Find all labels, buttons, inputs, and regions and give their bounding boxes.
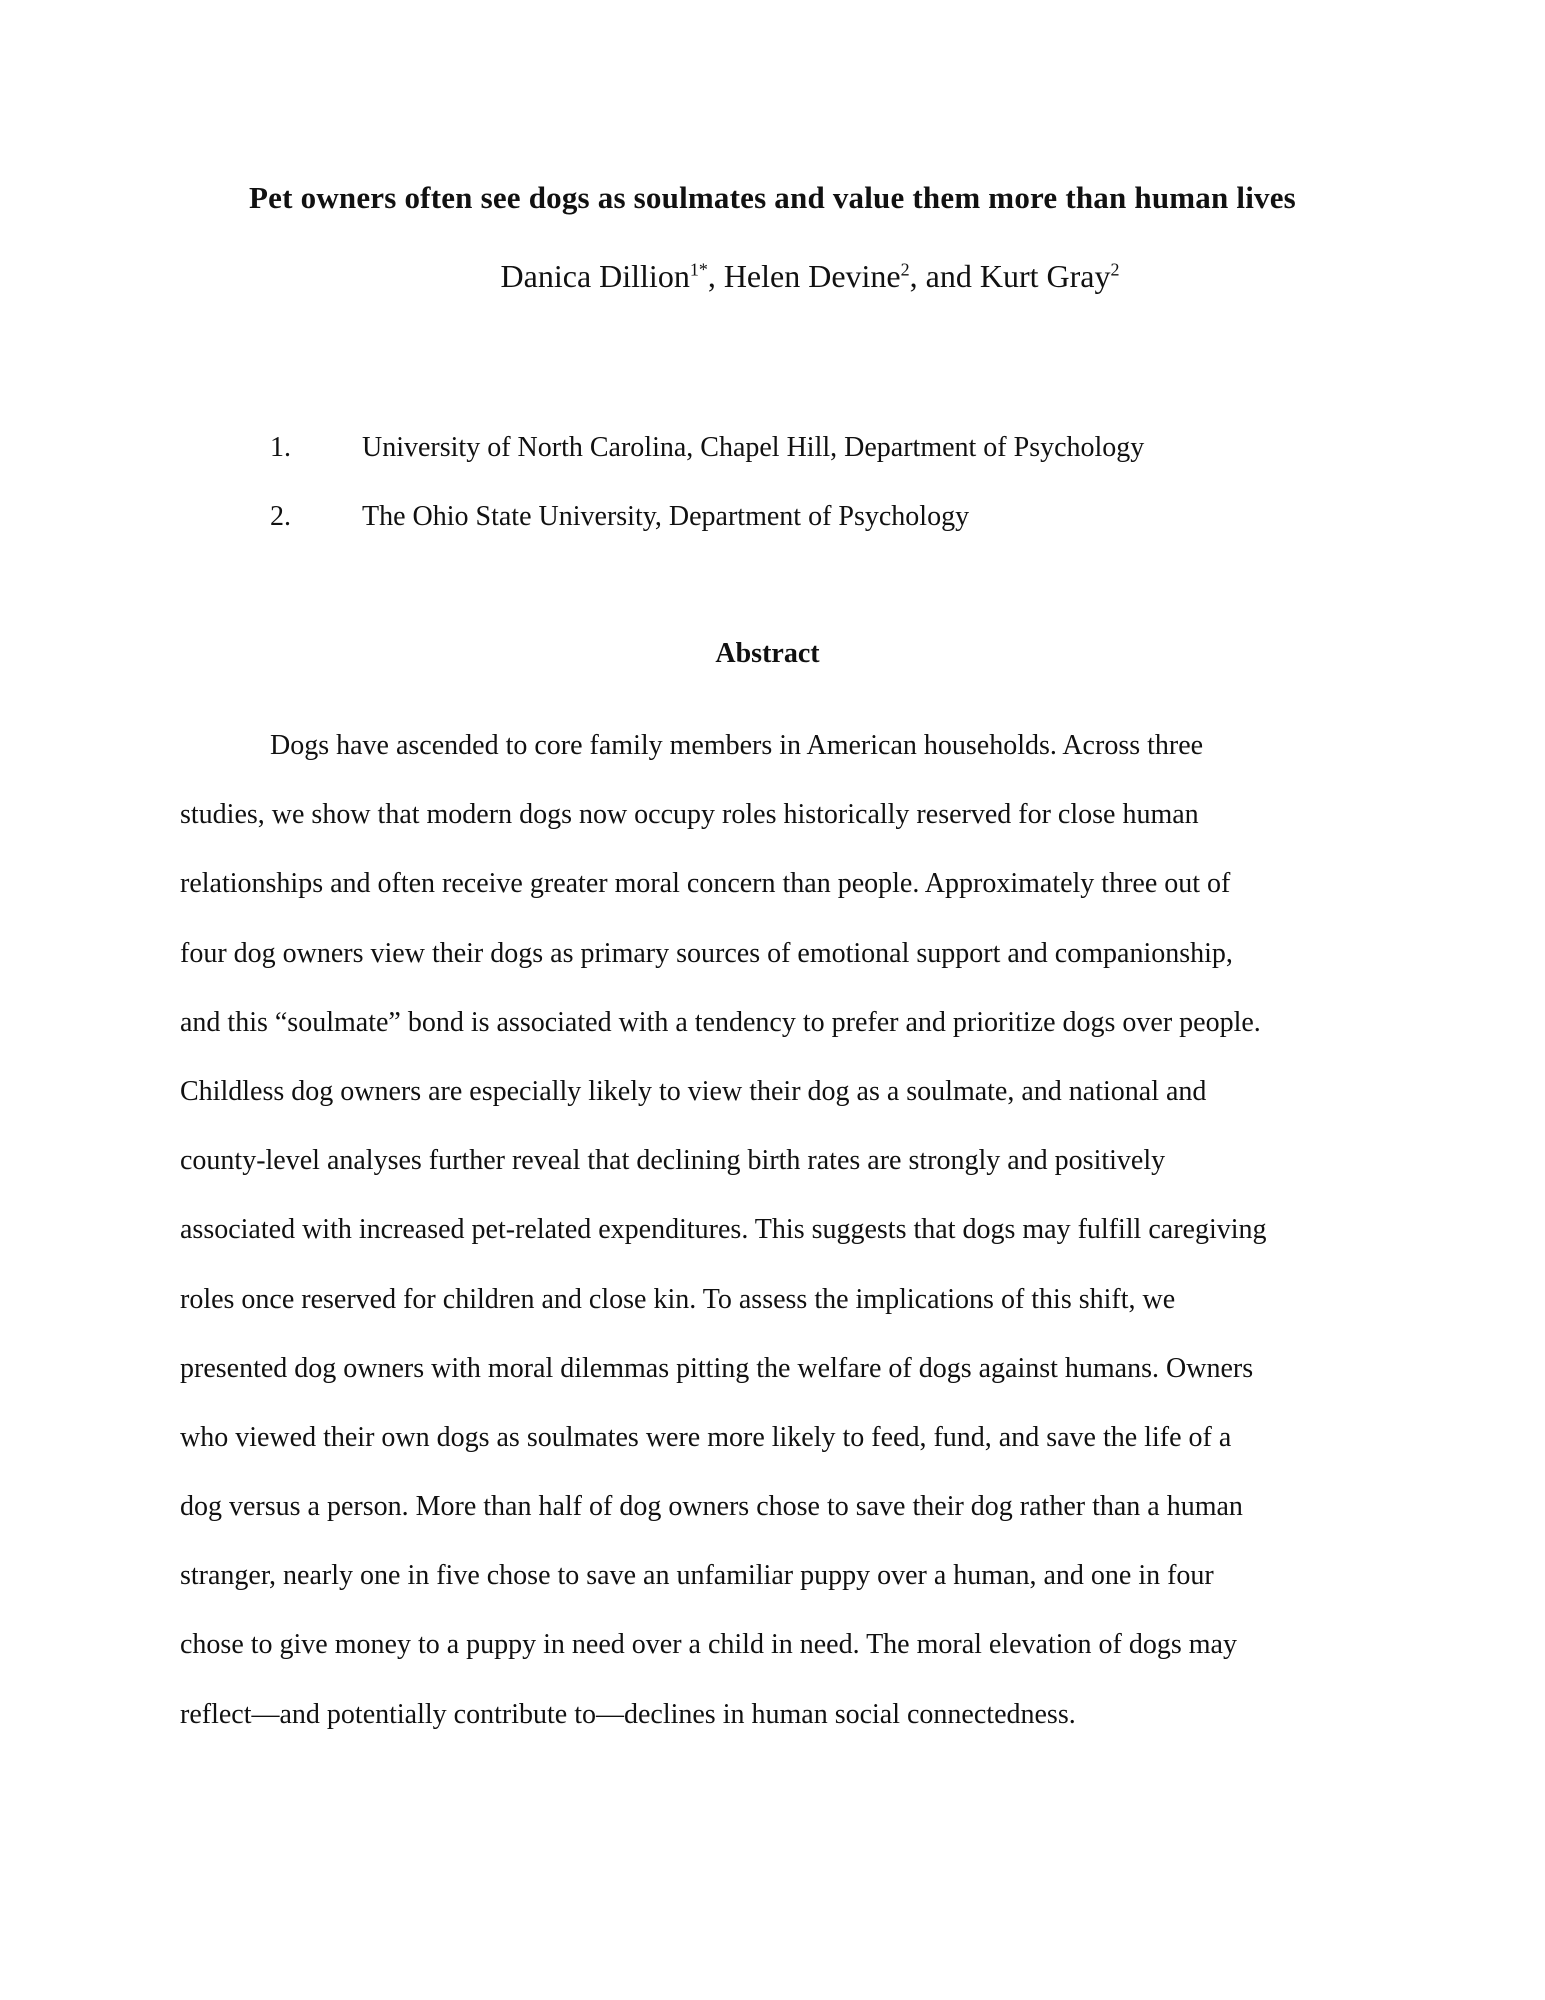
abstract-line: four dog owners view their dogs as primary sources of emotional support and companionship,	[180, 937, 1233, 969]
author-list	[0, 258, 1545, 295]
paper-title: Pet owners often see dogs as soulmates and value them more than human lives	[249, 180, 1296, 215]
affiliation-text: University of North Carolina, Chapel Hill, Department of Psychology	[362, 432, 1145, 463]
abstract-line: roles once reserved for children and close kin. To assess the implications of this shift, we	[180, 1283, 1176, 1315]
abstract-line: Dogs have ascended to core family members in American households. Across three	[270, 730, 1204, 761]
abstract-line: and this “soulmate” bond is associated with a tendency to prefer and prioritize dogs over people.	[180, 1006, 1261, 1038]
abstract-line: county-level analyses further reveal that declining birth rates are strongly and positively	[180, 1145, 1166, 1177]
author-affiliation-marker: 2	[900, 259, 910, 280]
abstract-body	[180, 711, 1360, 1749]
affiliation-item	[270, 432, 1144, 464]
author-affiliation-marker: 1*	[689, 259, 708, 280]
affiliation-item	[270, 501, 969, 533]
author-name: Helen Devine	[723, 258, 901, 294]
abstract-line: associated with increased pet-related expenditures. This suggests that dogs may fulfill caregiving	[180, 1214, 1267, 1246]
abstract-line: studies, we show that modern dogs now occupy roles historically reserved for close human	[180, 799, 1199, 831]
abstract-heading: Abstract	[715, 638, 820, 669]
author-name: Kurt Gray	[979, 258, 1111, 294]
abstract-line: who viewed their own dogs as soulmates were more likely to feed, fund, and save the life of a	[180, 1421, 1232, 1453]
abstract-line: Childless dog owners are especially likely to view their dog as a soulmate, and national and	[180, 1075, 1207, 1107]
abstract-line: dog versus a person. More than half of dog owners chose to save their dog rather than a human	[180, 1491, 1243, 1523]
abstract-line: reflect—and potentially contribute to—declines in human social connectedness.	[180, 1698, 1076, 1730]
author-separator: , and	[909, 258, 980, 294]
affiliation-number: 2.	[270, 501, 291, 532]
affiliation-number: 1.	[270, 432, 291, 463]
author-name: Danica Dillion	[500, 258, 690, 294]
abstract-line: relationships and often receive greater moral concern than people. Approximately three out of	[180, 868, 1231, 900]
abstract-line: presented dog owners with moral dilemmas pitting the welfare of dogs against humans. Owners	[180, 1352, 1254, 1384]
author-affiliation-marker: 2	[1110, 259, 1120, 280]
abstract-line: stranger, nearly one in five chose to save an unfamiliar puppy over a human, and one in four	[180, 1560, 1214, 1592]
author-separator: ,	[707, 258, 724, 294]
abstract-line: chose to give money to a puppy in need over a child in need. The moral elevation of dogs may	[180, 1629, 1237, 1661]
affiliation-text: The Ohio State University, Department of Psychology	[362, 501, 970, 532]
